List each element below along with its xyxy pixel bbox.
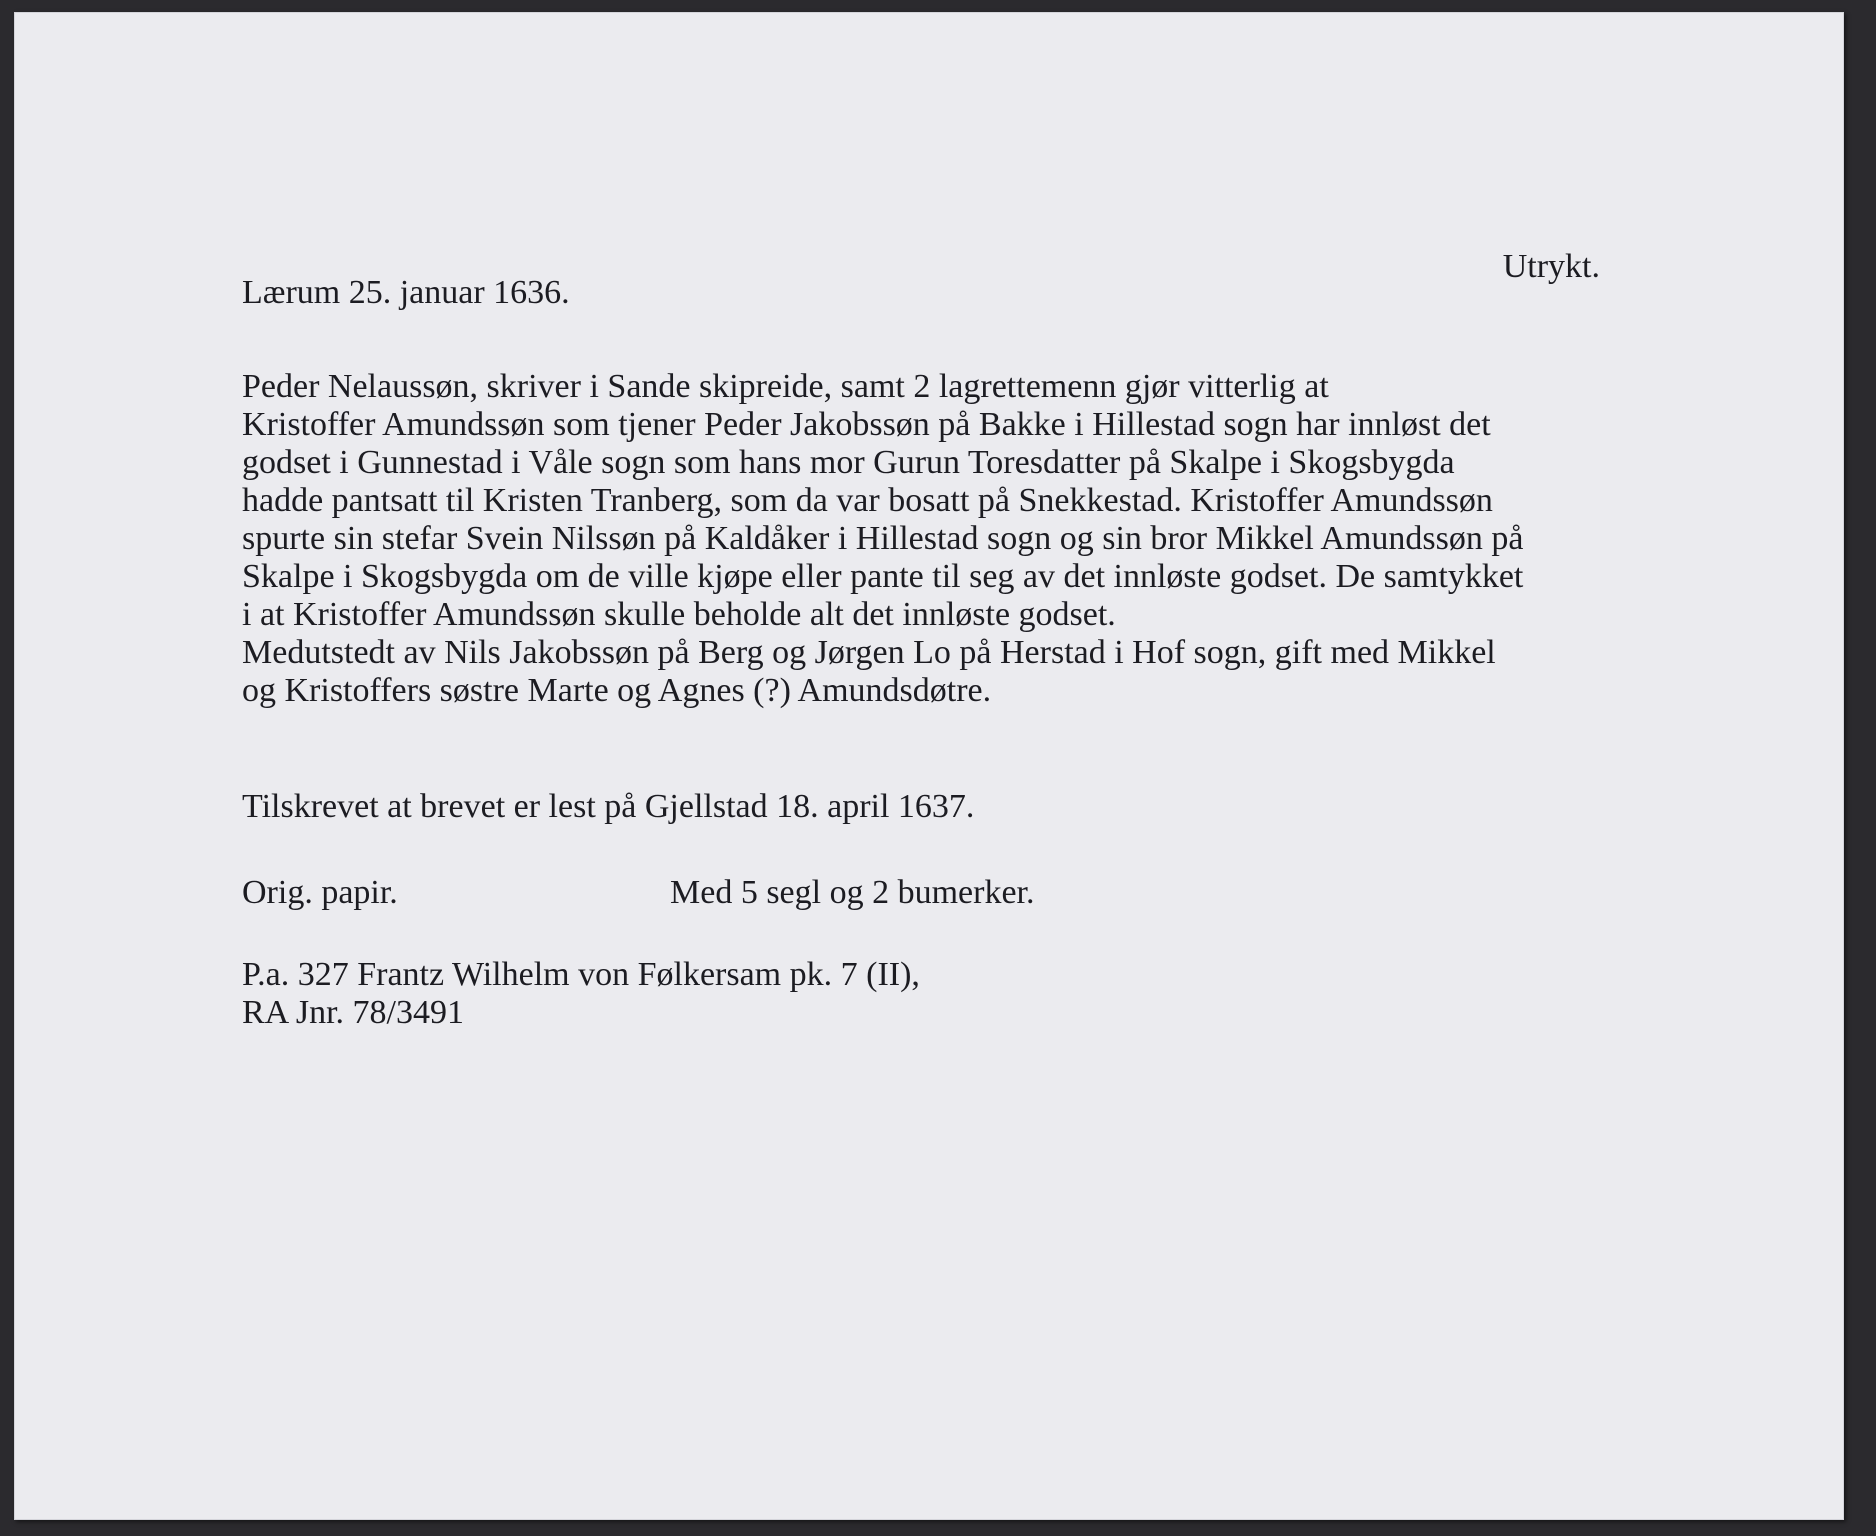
summary-line: hadde pantsatt til Kristen Tranberg, som da var bosatt på Snekkestad. Kristoffer Amundssøn — [242, 482, 1493, 519]
summary-line: i at Kristoffer Amundssøn skulle beholde alt det innløste godset. — [242, 596, 1116, 633]
document-page — [14, 12, 1844, 1520]
summary-line: spurte sin stefar Svein Nilssøn på Kaldåker i Hillestad sogn og sin bror Mikkel Amundssøn på — [242, 520, 1524, 557]
endorsement-note: Tilskrevet at brevet er lest på Gjellstad 18. april 1637. — [242, 788, 975, 825]
summary-line: godset i Gunnestad i Våle sogn som hans mor Gurun Toresdatter på Skalpe i Skogsbygda — [242, 444, 1455, 481]
archive-reference: P.a. 327 Frantz Wilhelm von Følkersam pk. 7 (II), — [242, 956, 920, 993]
summary-line: Skalpe i Skogsbygda om de ville kjøpe eller pante til seg av det innløste godset. De samtykket — [242, 558, 1524, 595]
summary-line: Medutstedt av Nils Jakobssøn på Berg og Jørgen Lo på Herstad i Hof sogn, gift med Mikkel — [242, 634, 1496, 671]
summary-line: og Kristoffers søstre Marte og Agnes (?) Amundsdøtre. — [242, 672, 992, 709]
seals-info: Med 5 segl og 2 bumerker. — [670, 874, 1035, 911]
place-date: Lærum 25. januar 1636. — [242, 274, 570, 311]
document-text — [14, 12, 1844, 1520]
journal-number: RA Jnr. 78/3491 — [242, 994, 464, 1031]
summary-line: Peder Nelaussøn, skriver i Sande skipreide, samt 2 lagrettemenn gjør vitterlig at — [242, 368, 1329, 405]
summary-line: Kristoffer Amundssøn som tjener Peder Jakobssøn på Bakke i Hillestad sogn har innløst det — [242, 406, 1491, 443]
original-material: Orig. papir. — [242, 874, 398, 911]
print-status: Utrykt. — [1502, 248, 1600, 285]
